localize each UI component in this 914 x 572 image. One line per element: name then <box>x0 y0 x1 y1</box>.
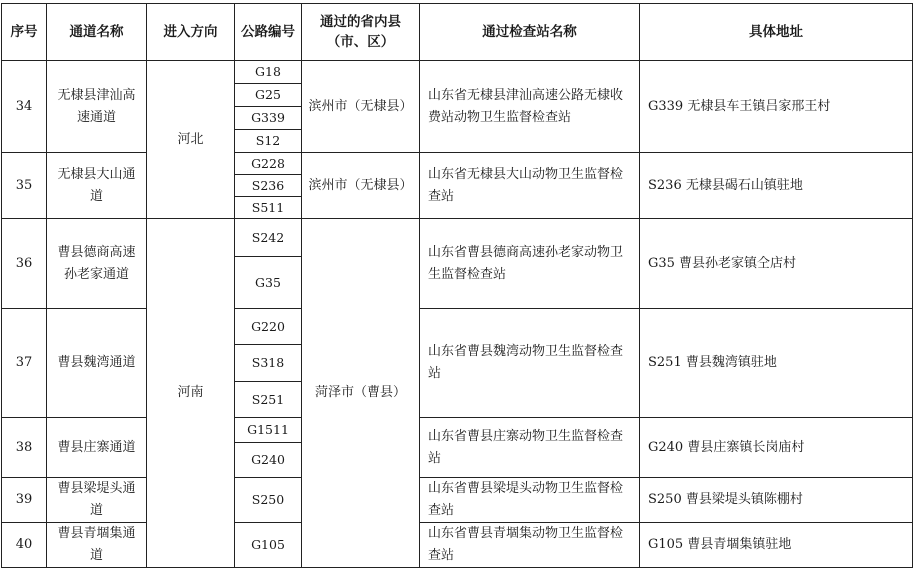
header-cell: 公路编号 <box>235 4 302 61</box>
row-number: 38 <box>2 418 47 478</box>
table-row <box>2 61 913 84</box>
row-number: 34 <box>2 61 47 153</box>
table-row <box>2 478 913 523</box>
header-cell: 序号 <box>2 4 47 61</box>
header-cell: 通过检查站名称 <box>420 4 640 61</box>
address: G35 曹县孙老家镇仝店村 <box>640 219 913 309</box>
station-name: 山东省曹县梁堤头动物卫生监督检查站 <box>420 478 640 523</box>
header-cell: 具体地址 <box>640 4 913 61</box>
channel-name: 曹县梁堤头通道 <box>47 478 147 523</box>
county: 滨州市（无棣县） <box>302 61 420 153</box>
road-code: G25 <box>235 84 302 107</box>
address: G339 无棣县车王镇吕家邢王村 <box>640 61 913 153</box>
address: S251 曹县魏湾镇驻地 <box>640 309 913 418</box>
road-code: S242 <box>235 219 302 257</box>
header-cell: 通过的省内县（市、区） <box>302 4 420 61</box>
road-code: G1511 <box>235 418 302 443</box>
table-row <box>2 418 913 443</box>
road-code: S251 <box>235 382 302 418</box>
road-code: S12 <box>235 130 302 153</box>
county: 滨州市（无棣县） <box>302 153 420 219</box>
station-name: 山东省曹县青堌集动物卫生监督检查站 <box>420 523 640 568</box>
address: G105 曹县青堌集镇驻地 <box>640 523 913 568</box>
entry-direction: 河北 <box>147 61 235 219</box>
address: G240 曹县庄寨镇长岗庙村 <box>640 418 913 478</box>
header-cell: 进入方向 <box>147 4 235 61</box>
road-code: G35 <box>235 257 302 309</box>
road-code: G228 <box>235 153 302 175</box>
road-code: S318 <box>235 345 302 382</box>
row-number: 36 <box>2 219 47 309</box>
station-name: 山东省无棣县津汕高速公路无棣收费站动物卫生监督检查站 <box>420 61 640 153</box>
address: S236 无棣县碣石山镇驻地 <box>640 153 913 219</box>
road-code: S250 <box>235 478 302 523</box>
row-number: 35 <box>2 153 47 219</box>
entry-direction: 河南 <box>147 219 235 568</box>
channel-name: 曹县德商高速孙老家通道 <box>47 219 147 309</box>
row-number: 39 <box>2 478 47 523</box>
row-number: 40 <box>2 523 47 568</box>
address: S250 曹县梁堤头镇陈棚村 <box>640 478 913 523</box>
road-code: S511 <box>235 197 302 219</box>
station-name: 山东省曹县庄寨动物卫生监督检查站 <box>420 418 640 478</box>
channel-name: 无棣县津汕高速通道 <box>47 61 147 153</box>
channel-name: 曹县青堌集通道 <box>47 523 147 568</box>
row-number: 37 <box>2 309 47 418</box>
channel-name: 无棣县大山通道 <box>47 153 147 219</box>
channel-name: 曹县庄寨通道 <box>47 418 147 478</box>
road-code: G339 <box>235 107 302 130</box>
table-row <box>2 523 913 568</box>
channel-name: 曹县魏湾通道 <box>47 309 147 418</box>
road-code: G105 <box>235 523 302 568</box>
table-row <box>2 153 913 175</box>
header-row <box>2 4 913 61</box>
road-code: S236 <box>235 175 302 197</box>
header-cell: 通道名称 <box>47 4 147 61</box>
table-row <box>2 219 913 257</box>
checkpoint-table <box>1 3 913 568</box>
table-row <box>2 309 913 345</box>
station-name: 山东省曹县魏湾动物卫生监督检查站 <box>420 309 640 418</box>
road-code: G240 <box>235 443 302 478</box>
station-name: 山东省曹县德商高速孙老家动物卫生监督检查站 <box>420 219 640 309</box>
station-name: 山东省无棣县大山动物卫生监督检查站 <box>420 153 640 219</box>
county: 菏泽市（曹县） <box>302 219 420 568</box>
road-code: G220 <box>235 309 302 345</box>
road-code: G18 <box>235 61 302 84</box>
